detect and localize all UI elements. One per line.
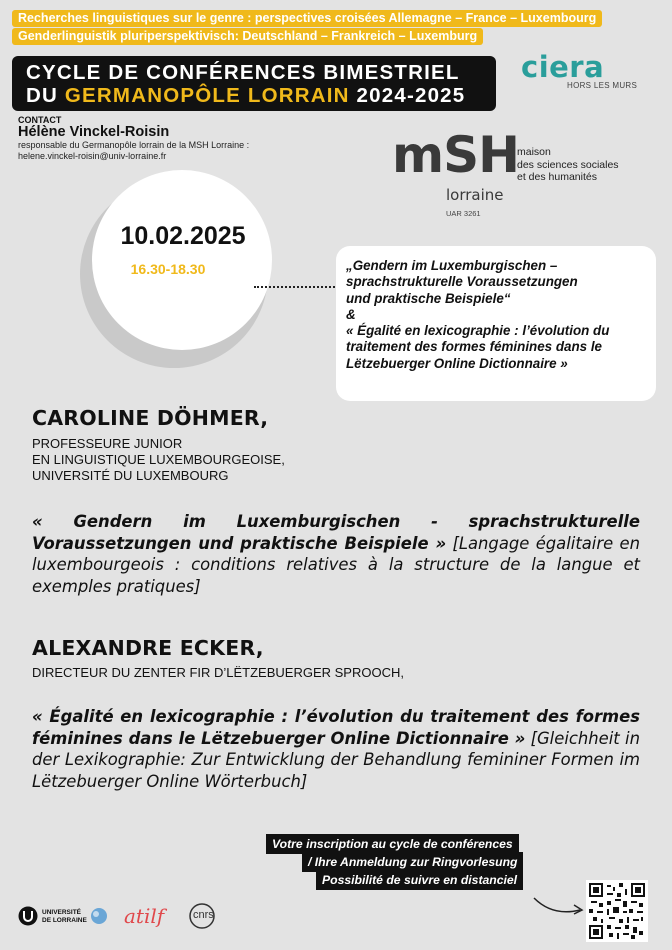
cnrs-logo: cnrs: [193, 909, 214, 921]
msh-line1: maison: [517, 146, 551, 158]
arrow-icon: [530, 892, 588, 922]
speaker1-talk-translation: [Langage égalitaire en luxembourgeois : conditions relatives à la structure de la langue et exemples pratiques]: [32, 533, 640, 596]
universite-de-lorraine-emblem-icon: [18, 906, 38, 926]
talks-line: « Égalité en lexicographie : l’évolution du: [346, 323, 610, 339]
universite-de-lorraine-logo: [42, 909, 87, 924]
topic-tag-fr: Recherches linguistiques sur le genre : perspectives croisées Allemagne – France – Luxembourg: [12, 10, 602, 27]
talks-line: traitement des formes féminines dans le: [346, 339, 602, 355]
contact-name: Hélène Vinckel-Roisin: [18, 124, 170, 140]
date-circle: [92, 170, 272, 350]
talks-summary-box: [336, 246, 656, 401]
speaker2-talk-title: « Égalité en lexicographie : l’évolution du traitement des formes féminines dans le Lëtzebuerger Online Dictionnaire »: [32, 707, 640, 748]
registration-line1[interactable]: Votre inscription au cycle de conférences: [266, 834, 519, 854]
registration-qr-code[interactable]: [586, 880, 648, 942]
talks-line: sprachstrukturelle Voraussetzungen: [346, 274, 578, 290]
topic-tag-de: Genderlinguistik pluriperspektivisch: Deutschland – Frankreich – Luxemburg: [12, 28, 483, 45]
series-title-line2: [26, 84, 482, 107]
speaker1-role: [32, 436, 285, 484]
msh-logo-text: [517, 146, 619, 184]
speaker2-role-line: DIRECTEUR DU ZENTER FIR D’LËTZEBUERGER SPROOCH,: [32, 665, 404, 680]
contact-label: CONTACT: [18, 115, 62, 125]
msh-line3: et des humanités: [517, 171, 597, 183]
atilf-logo: atilf: [124, 904, 165, 928]
talks-ampersand: &: [346, 306, 356, 322]
registration-line2[interactable]: / Ihre Anmeldung zur Ringvorlesung: [302, 852, 523, 872]
contact-details: [18, 140, 318, 161]
speaker2-talk-translation: [Gleichheit in der Lexikographie: Zur Entwicklung der Behandlung femininer Formen im Lëtzebuerger Online Wörterbuch]: [32, 728, 640, 791]
title-suffix: 2024-2025: [349, 84, 466, 107]
title-prefix: DU: [26, 84, 65, 107]
speaker1-talk-title: « Gendern im Luxemburgischen - sprachstrukturelle Voraussetzungen und praktische Beispiele »: [32, 512, 640, 553]
speaker2-talk: [32, 706, 640, 792]
contact-role: responsable du Germanopôle lorrain de la MSH Lorraine :: [18, 140, 250, 150]
speaker2-name: ALEXANDRE ECKER,: [32, 636, 264, 660]
msh-uar: UAR 3261: [446, 209, 481, 218]
partner-logo-icon: [88, 906, 110, 926]
speaker1-role-line: PROFESSEURE JUNIOR: [32, 436, 183, 451]
speaker2-role: [32, 665, 404, 681]
registration-line3: Possibilité de suivre en distanciel: [316, 870, 523, 890]
talks-line: „Gendern im Luxemburgischen –: [346, 258, 558, 273]
event-time: 16.30-18.30: [130, 261, 206, 277]
series-title: [12, 56, 496, 111]
ul-line1: UNIVERSITÉ: [42, 909, 82, 916]
ul-line2: DE LORRAINE: [42, 916, 87, 924]
speaker1-name: CAROLINE DÖHMER,: [32, 406, 269, 430]
series-title-line1: CYCLE DE CONFÉRENCES BIMESTRIEL: [26, 61, 460, 84]
ciera-logo: ciera: [521, 50, 605, 84]
ciera-logo-subtitle: HORS LES MURS: [567, 81, 638, 90]
talks-line: und praktische Beispiele“: [346, 290, 511, 306]
contact-email[interactable]: helene.vinckel-roisin@univ-lorraine.fr: [18, 150, 167, 161]
msh-line2: des sciences sociales: [517, 158, 619, 171]
event-date: 10.02.2025: [120, 222, 246, 250]
speaker1-role-line: EN LINGUISTIQUE LUXEMBOURGEOISE,: [32, 452, 285, 467]
msh-logo: mSH: [392, 126, 519, 184]
dotted-connector: [254, 286, 338, 288]
speaker1-role-line: UNIVERSITÉ DU LUXEMBOURG: [32, 468, 229, 483]
qr-code-icon: [589, 883, 645, 939]
speaker1-talk: [32, 511, 640, 597]
title-accent: GERMANOPÔLE LORRAIN: [64, 84, 350, 107]
msh-logo-lorraine: lorraine: [446, 186, 504, 204]
talks-line: Lëtzebuerger Online Dictionnaire »: [346, 355, 568, 371]
